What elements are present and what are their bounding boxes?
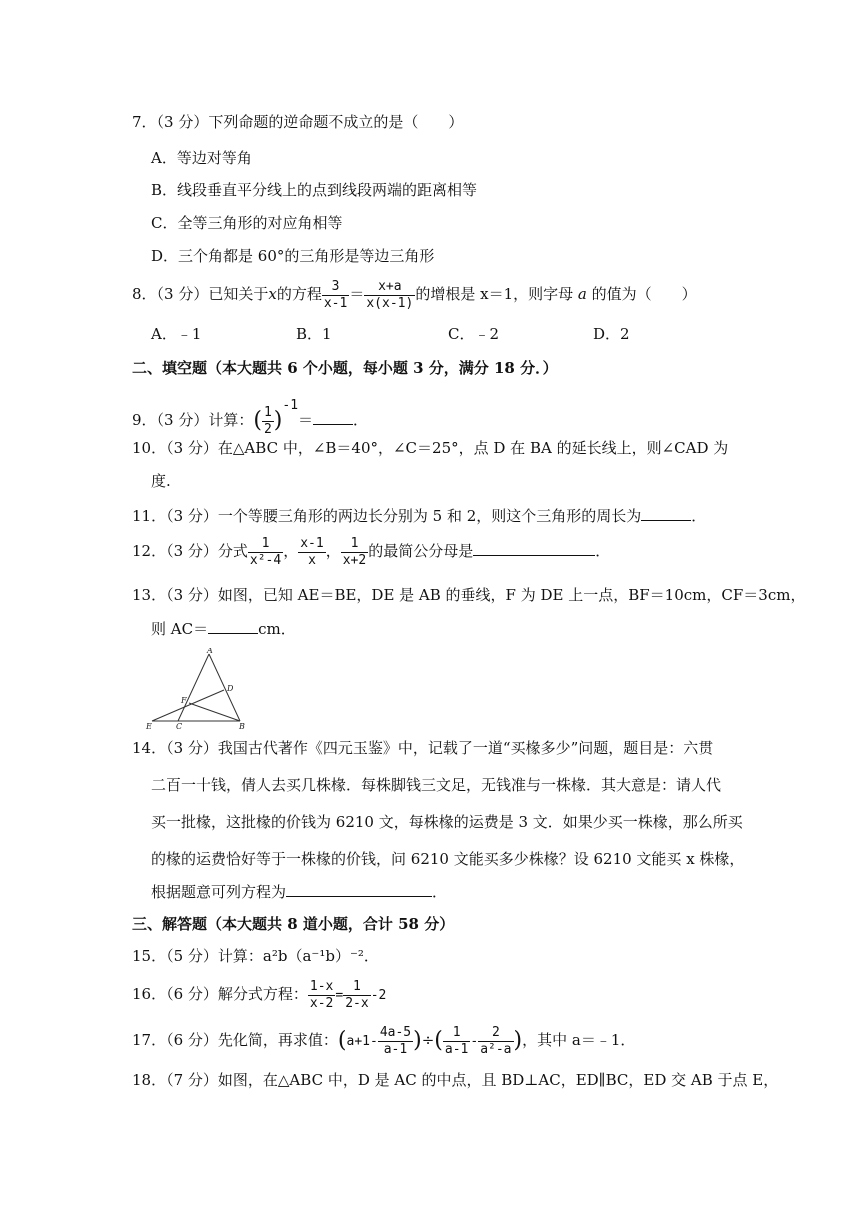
segment-AB bbox=[209, 654, 240, 721]
q11: 11．（3 分）一个等腰三角形的两边长分别为 5 和 2，则这个三角形的周长为 ． bbox=[132, 507, 707, 525]
q7-option-a: A．等边对等角 bbox=[151, 149, 252, 167]
label-D: D bbox=[227, 684, 234, 693]
section-2-heading: 二、填空题（本大题共 6 个小题，每小题 3 分，满分 18 分．） bbox=[132, 359, 558, 377]
q8-option-a: A．﹣1 bbox=[151, 325, 202, 343]
q14-line-4: 的椽的运费恰好等于一株椽的价钱，问 6210 文能买多少株椽？设 6210 文能买 x 株椽， bbox=[151, 850, 745, 868]
q10-line-1: 10．（3 分）在△ABC 中，∠B＝40°，∠C＝25°，点 D 在 BA 的延长线上，则∠CAD 为 bbox=[132, 439, 729, 457]
q13-answer-blank[interactable] bbox=[208, 619, 258, 634]
label-A: A bbox=[207, 648, 213, 655]
q17: 17．（6 分）先化简，再求值：(a+1- $\frac{4a-5}{a-1}$ )÷( $\frac{1}{a-1}$ - $\frac{2}{\text{a²-a}}$ )，其中 a＝﹣1． bbox=[132, 1024, 636, 1057]
segment-ED bbox=[152, 690, 224, 721]
q8-option-c: C．﹣2 bbox=[448, 325, 500, 343]
q14-line-2: 二百一十钱，倩人去买几株椽．每株脚钱三文足，无钱准与一株椽．其大意是：请人代 bbox=[151, 776, 722, 794]
q14-line-1: 14．（3 分）我国古代著作《四元玉鉴》中，记载了一道“买椽多少”问题，题目是：六贯 bbox=[132, 739, 714, 757]
q8-stem: 8．（3 分）已知关于x的方程 $\frac{3}{x-1}$ ＝ $\frac{x+a}{x(x-1)}$ 的增根是 x＝1，则字母 a 的值为（ ） bbox=[132, 278, 697, 311]
q7-stem: 7．（3 分）下列命题的逆命题不成立的是（ ） bbox=[132, 113, 464, 131]
label-E: E bbox=[146, 722, 152, 730]
q9-answer-blank[interactable] bbox=[313, 410, 353, 425]
q7-option-b: B．线段垂直平分线上的点到线段两端的距离相等 bbox=[151, 181, 478, 199]
q7-option-c: C．全等三角形的对应角相等 bbox=[151, 214, 343, 232]
segment-FB bbox=[189, 703, 240, 721]
section-3-heading: 三、解答题（本大题共 8 道小题，合计 58 分） bbox=[132, 915, 455, 933]
q14-line-3: 买一批椽，这批椽的价钱为 6210 文，每株椽的运费是 3 文．如果少买一株椽，那么所买 bbox=[151, 813, 743, 831]
q14-answer-blank[interactable] bbox=[286, 882, 432, 897]
segment-AC bbox=[178, 654, 209, 721]
q13-line-2: 则 AC＝ cm． bbox=[151, 620, 296, 638]
q14-line-5: 根据题意可列方程为 ． bbox=[151, 883, 448, 901]
q12: 12．（3 分）分式 $\frac{1}{\text{x²-4}}$ ， $\frac{x-1}{x}$ ， $\frac{1}{x+2}$ 的最简公分母是 ． bbox=[132, 535, 611, 568]
q12-answer-blank[interactable] bbox=[473, 541, 595, 556]
q8-option-b: B．1 bbox=[296, 325, 332, 343]
q13-line-1: 13．（3 分）如图，已知 AE＝BE，DE 是 AB 的垂线，F 为 DE 上一点，BF＝10cm，CF＝3cm， bbox=[132, 586, 806, 604]
label-F: F bbox=[181, 696, 187, 705]
q13-triangle-figure bbox=[142, 648, 252, 730]
q8-fraction-left: $\frac{3}{x-1}$ bbox=[323, 278, 348, 311]
q10-line-2: 度. bbox=[151, 472, 171, 490]
q18-line-1: 18．（7 分）如图，在△ABC 中，D 是 AC 的中点，且 BD⊥AC，ED∥BC，ED 交 AB 于点 E， bbox=[132, 1071, 779, 1089]
q16: 16．（6 分）解分式方程： $\frac{1-x}{x-2}$ = $\frac{1}{2-x}$ -2 bbox=[132, 978, 387, 1011]
q15: 15．（5 分）计算：a²b（a⁻¹b）⁻²． bbox=[132, 947, 379, 965]
label-B: B bbox=[239, 722, 245, 730]
label-C: C bbox=[176, 722, 183, 730]
q11-answer-blank[interactable] bbox=[641, 506, 691, 521]
q8-option-d: D．2 bbox=[593, 325, 630, 343]
q7-option-d: D．三个角都是 60°的三角形是等边三角形 bbox=[151, 247, 435, 265]
q9: 9．（3 分）计算：( $\frac{1}{2}$ )$^{-1}$＝ ． bbox=[132, 398, 369, 437]
q8-fraction-right: $\frac{x+a}{x(x-1)}$ bbox=[366, 278, 414, 311]
